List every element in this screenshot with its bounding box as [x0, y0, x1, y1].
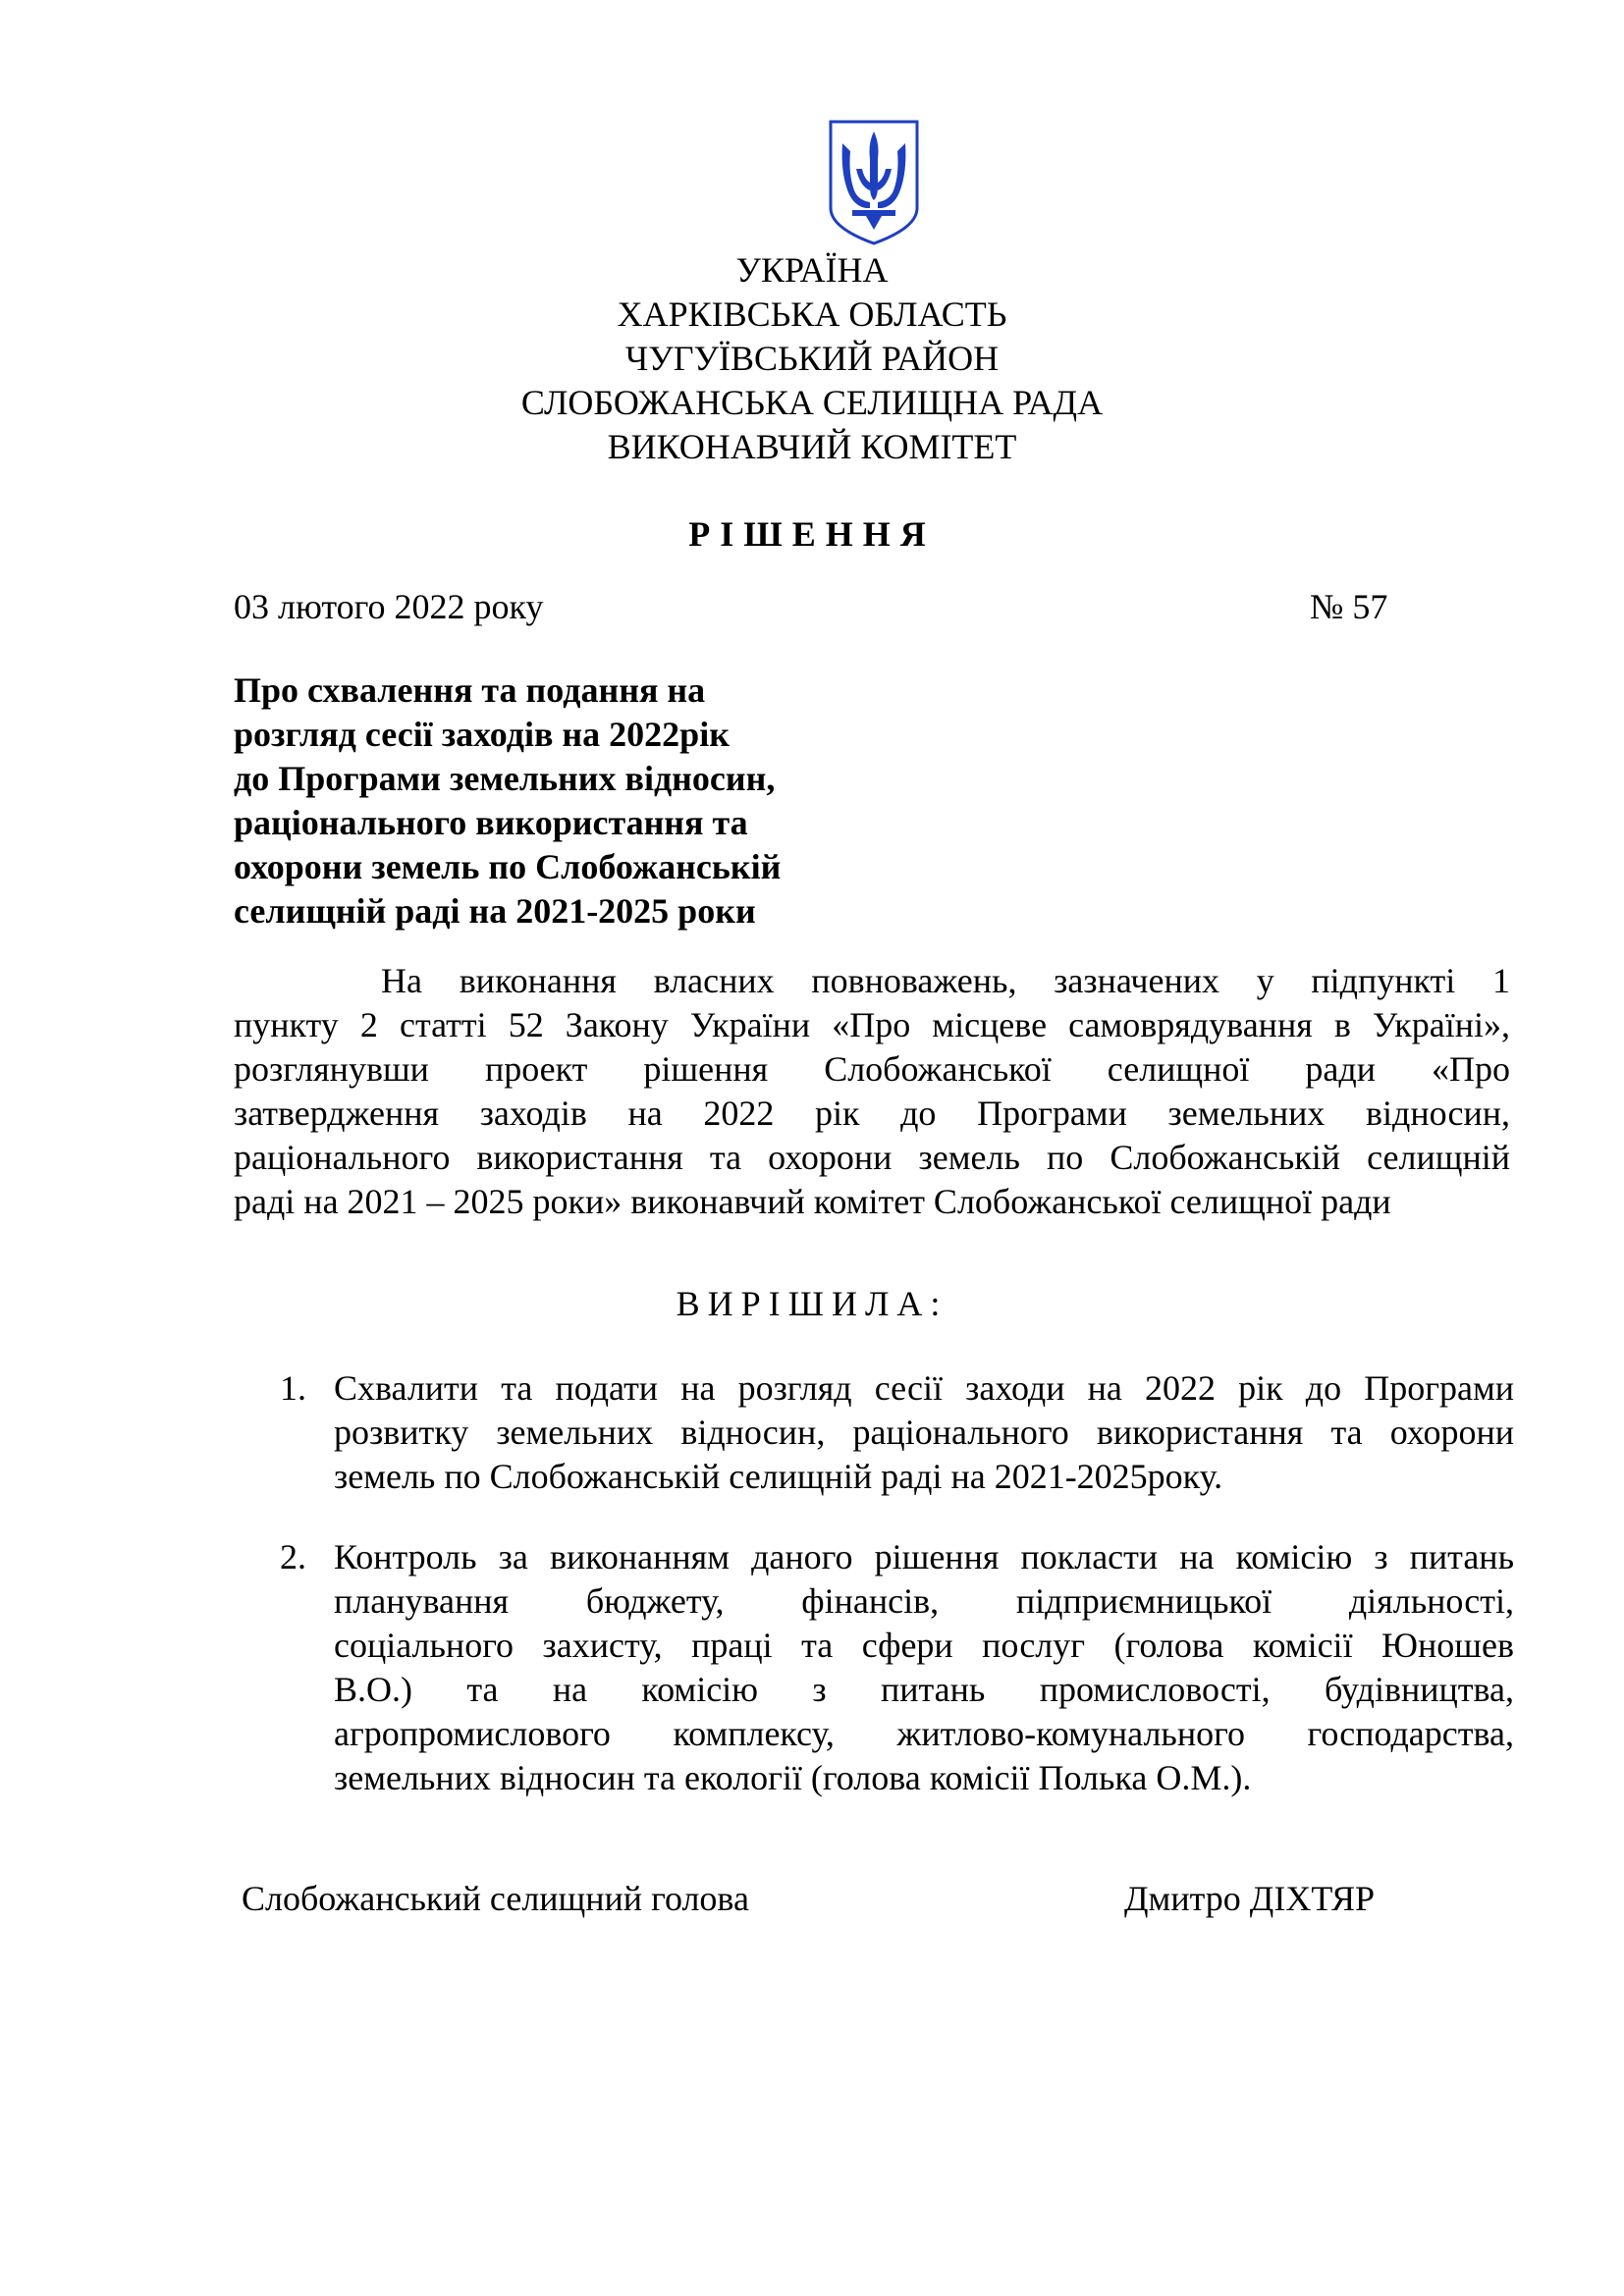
subject-line: селищній раді на 2021-2025 роки — [234, 891, 756, 931]
item-number: 1. — [280, 1368, 306, 1408]
document-header — [0, 248, 1624, 469]
subject-line: раціонального використання та — [234, 803, 748, 842]
item-line: розвитку земельних відносин, раціонального використання та охорони — [334, 1413, 1514, 1452]
item-line: соціального захисту, праці та сфери послуг (голова комісії Юношев — [334, 1626, 1514, 1665]
decision-number: № 57 — [1310, 587, 1388, 626]
signatory-name: Дмитро ДІХТЯР — [1124, 1879, 1375, 1918]
decision-title: РІШЕННЯ — [688, 514, 936, 554]
preamble-line: пункту 2 статті 52 Закону України «Про місцеве самоврядування в Україні», — [234, 1005, 1510, 1044]
preamble-line: раді на 2021 – 2025 роки» виконавчий комітет Слобожанської селищної ради — [234, 1182, 1391, 1221]
header-country: УКРАЇНА — [735, 250, 889, 290]
preamble-paragraph — [234, 959, 1510, 1224]
item-line: земель по Слобожанській селищній раді на 2021-2025року. — [334, 1457, 1223, 1496]
preamble-line: На виконання власних повноважень, зазначених у підпункті 1 — [381, 961, 1510, 1000]
subject-line: Про схвалення та подання на — [234, 670, 706, 710]
signatory-position: Слобожанський селищний голова — [242, 1879, 749, 1918]
subject-line: розгляд сесії заходів на 2022рік — [234, 715, 730, 754]
trident-coat-of-arms-icon — [827, 118, 921, 247]
resolution-item — [280, 1366, 1514, 1499]
decision-date: 03 лютого 2022 року — [234, 587, 544, 626]
subject-line: охорони земель по Слобожанській — [234, 847, 782, 886]
preamble-line: затвердження заходів на 2022 рік до Програми земельних відносин, — [234, 1094, 1510, 1133]
item-line: В.О.) та на комісію з питань промисловості, будівництва, — [334, 1670, 1514, 1709]
header-committee: ВИКОНАВЧИЙ КОМІТЕТ — [607, 427, 1017, 466]
item-line: земельних відносин та екології (голова комісії Полька О.М.). — [334, 1758, 1252, 1797]
item-line: Схвалити та подати на розгляд сесії заходи на 2022 рік до Програми — [334, 1368, 1514, 1408]
decision-subject — [234, 668, 781, 934]
preamble-line: розглянувши проект рішення Слобожанської селищної ради «Про — [234, 1049, 1510, 1089]
item-line: Контроль за виконанням даного рішення покласти на комісію з питань — [334, 1537, 1514, 1576]
resolved-heading: ВИРІШИЛА: — [676, 1284, 948, 1323]
resolution-item — [280, 1535, 1514, 1800]
header-council: СЛОБОЖАНСЬКА СЕЛИЩНА РАДА — [520, 383, 1104, 422]
subject-line: до Програми земельних відносин, — [234, 759, 776, 798]
item-line: планування бюджету, фінансів, підприємницької діяльності, — [334, 1581, 1514, 1621]
item-line: агропромислового комплексу, житлово-комунального господарства, — [334, 1714, 1514, 1753]
item-number: 2. — [280, 1537, 306, 1576]
header-district: ЧУГУЇВСЬКИЙ РАЙОН — [624, 339, 1000, 378]
header-region: ХАРКІВСЬКА ОБЛАСТЬ — [617, 294, 1007, 334]
preamble-line: раціонального використання та охорони земель по Слобожанській селищній — [234, 1138, 1510, 1177]
